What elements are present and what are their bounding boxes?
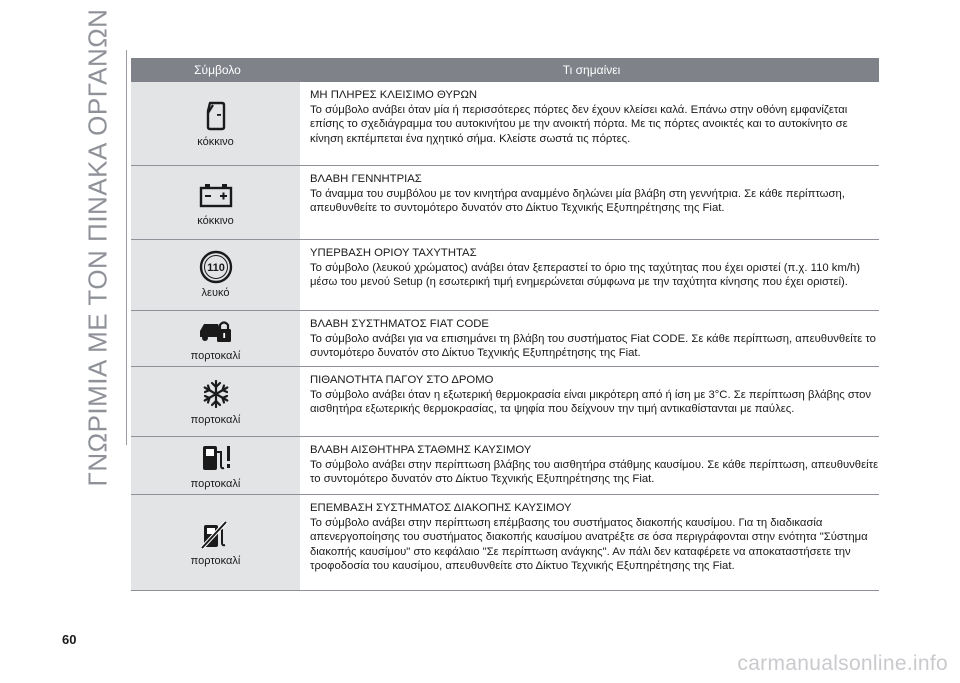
warning-body: Το σύμβολο ανάβει για να επισημάνει τη βλάβη του συστήματος Fiat CODE. Σε κάθε περίπτωση, απευθυνθείτε το συντομότερο δυνατόν στο Δίκτυο Τεχνικής Εξυπηρέτησης της Fiat. xyxy=(310,332,876,360)
chapter-title-text: ΓΝΩΡΙΜΙΑ ΜΕ ΤΟΝ ΠΙΝΑΚΑ ΟΡΓΑΝΩΝ xyxy=(82,8,113,487)
table-row xyxy=(131,495,879,591)
door-open-icon xyxy=(196,100,236,132)
header-meaning: Τι σημαίνει xyxy=(562,63,621,77)
car-lock-icon xyxy=(196,315,236,346)
warning-title: ΥΠΕΡΒΑΣΗ ΟΡΙΟΥ ΤΑΧΥΤΗΤΑΣ xyxy=(310,247,477,259)
table-row xyxy=(131,166,879,240)
fuel-cutoff-icon xyxy=(196,519,236,551)
battery-icon xyxy=(196,179,236,211)
symbol-cell xyxy=(131,367,300,436)
table-row xyxy=(131,437,879,495)
table-row xyxy=(131,82,879,166)
warning-title: ΒΛΑΒΗ ΑΙΣΘΗΤΗΡΑ ΣΤΑΘΜΗΣ ΚΑΥΣΙΜΟΥ xyxy=(310,444,532,456)
warning-title: ΕΠΕΜΒΑΣΗ ΣΥΣΤΗΜΑΤΟΣ ΔΙΑΚΟΠΗΣ ΚΑΥΣΙΜΟΥ xyxy=(310,502,572,514)
description-cell xyxy=(310,311,879,366)
fuel-pump-warning-icon xyxy=(196,442,236,474)
color-label: πορτοκαλί xyxy=(190,413,241,426)
description-cell xyxy=(310,495,879,590)
symbol-cell xyxy=(131,166,300,239)
warning-lights-table xyxy=(131,58,879,591)
symbol-cell xyxy=(131,240,300,310)
description-cell xyxy=(310,240,879,310)
description-cell xyxy=(310,166,879,239)
description-cell xyxy=(310,82,879,165)
warning-title: ΠΙΘΑΝΟΤΗΤΑ ΠΑΓΟΥ ΣΤΟ ΔΡΟΜΟ xyxy=(310,374,494,386)
table-row xyxy=(131,367,879,437)
color-label: κόκκινο xyxy=(197,214,234,227)
chapter-title xyxy=(78,8,118,487)
warning-body: Το σύμβολο ανάβει όταν η εξωτερική θερμοκρασία είναι μικρότερη από ή ίση με 3°C. Σε περίπτωση βλάβης στον αισθητήρα εξωτερικής θερμοκρασίας, τα ψηφία που δείχνουν την τιμή αντικαθίστανται με παύλες. xyxy=(310,388,872,416)
table-row xyxy=(131,311,879,367)
page-number: 60 xyxy=(62,632,77,647)
color-label: πορτοκαλί xyxy=(190,477,241,490)
table-row xyxy=(131,240,879,311)
symbol-cell xyxy=(131,437,300,494)
description-cell xyxy=(310,367,879,436)
speed-limit-value: 110 xyxy=(206,262,225,274)
color-label: κόκκινο xyxy=(197,135,234,148)
table-header xyxy=(131,58,879,82)
watermark: carmanualsonline.info xyxy=(737,652,948,675)
warning-title: ΒΛΑΒΗ ΓΕΝΝΗΤΡΙΑΣ xyxy=(310,173,422,185)
snowflake-icon xyxy=(196,378,236,410)
warning-body: Το άναμμα του συμβόλου με τον κινητήρα αναμμένο δηλώνει μία βλάβη στη γεννήτρια. Σε κάθε περίπτωση, απευθυνθείτε το συντομότερο δυνατόν στο Δίκτυο Τεχνικής Εξυπηρέτησης της Fiat. xyxy=(310,187,845,215)
warning-title: ΜΗ ΠΛΗΡΕΣ ΚΛΕΙΣΙΜΟ ΘΥΡΩΝ xyxy=(310,89,478,101)
speed-limit-icon xyxy=(196,251,236,283)
color-label: πορτοκαλί xyxy=(190,554,241,567)
symbol-cell xyxy=(131,82,300,165)
warning-title: ΒΛΑΒΗ ΣΥΣΤΗΜΑΤΟΣ FIAT CODE xyxy=(310,318,489,330)
warning-body: Το σύμβολο (λευκού χρώματος) ανάβει όταν ξεπεραστεί το όριο της ταχύτητας που έχει οριστεί (π.χ. 110 km/h) μέσω του μενού Setup (η εσωτερική τιμή ενημερώνεται σύμφωνα με την ταχύτητα κίνησης που έχει οριστεί). xyxy=(310,261,861,289)
symbol-cell xyxy=(131,495,300,590)
description-cell xyxy=(310,437,879,494)
header-symbol: Σύμβολο xyxy=(194,63,241,77)
warning-body: Το σύμβολο ανάβει στην περίπτωση επέμβασης του συστήματος διακοπής καυσίμου. Για τη διαδικασία απενεργοποίησης του συστήματος διακοπής καυσίμου ανατρέξτε σε όσα περιγράφονται στην ενότητα "Σύστημα διακοπής καυσίμου" στο κεφάλαιο "Σε περίπτωση ανάγκης". Αν πάλι δεν καταφέρετε να αποκαταστήσετε την τροφοδοσία του καυσίμου, απευθυνθείτε στο Δίκτυο Τεχνικής Εξυπηρέτησης της Fiat. xyxy=(310,516,868,573)
chapter-divider xyxy=(126,50,127,445)
color-label: πορτοκαλί xyxy=(190,350,241,362)
warning-body: Το σύμβολο ανάβει όταν μία ή περισσότερες πόρτες δεν έχουν κλείσει καλά. Επάνω στην οθόνη εμφανίζεται επίσης το σχεδιάγραμμα του αυτοκινήτου με την ανοικτή πόρτα. Με τις πόρτες ανοικτές και το αυτοκίνητο σε κίνηση εκπέμπεται ένα ηχητικό σήμα. Κλείστε σωστά τις πόρτες. xyxy=(310,103,848,145)
color-label: λευκό xyxy=(201,287,230,299)
symbol-cell xyxy=(131,311,300,366)
warning-body: Το σύμβολο ανάβει στην περίπτωση βλάβης του αισθητήρα στάθμης καυσίμου. Σε κάθε περίπτωση, απευθυνθείτε το συντομότερο δυνατόν στο Δίκτυο Τεχνικής Εξυπηρέτησης της Fiat. xyxy=(310,458,879,486)
